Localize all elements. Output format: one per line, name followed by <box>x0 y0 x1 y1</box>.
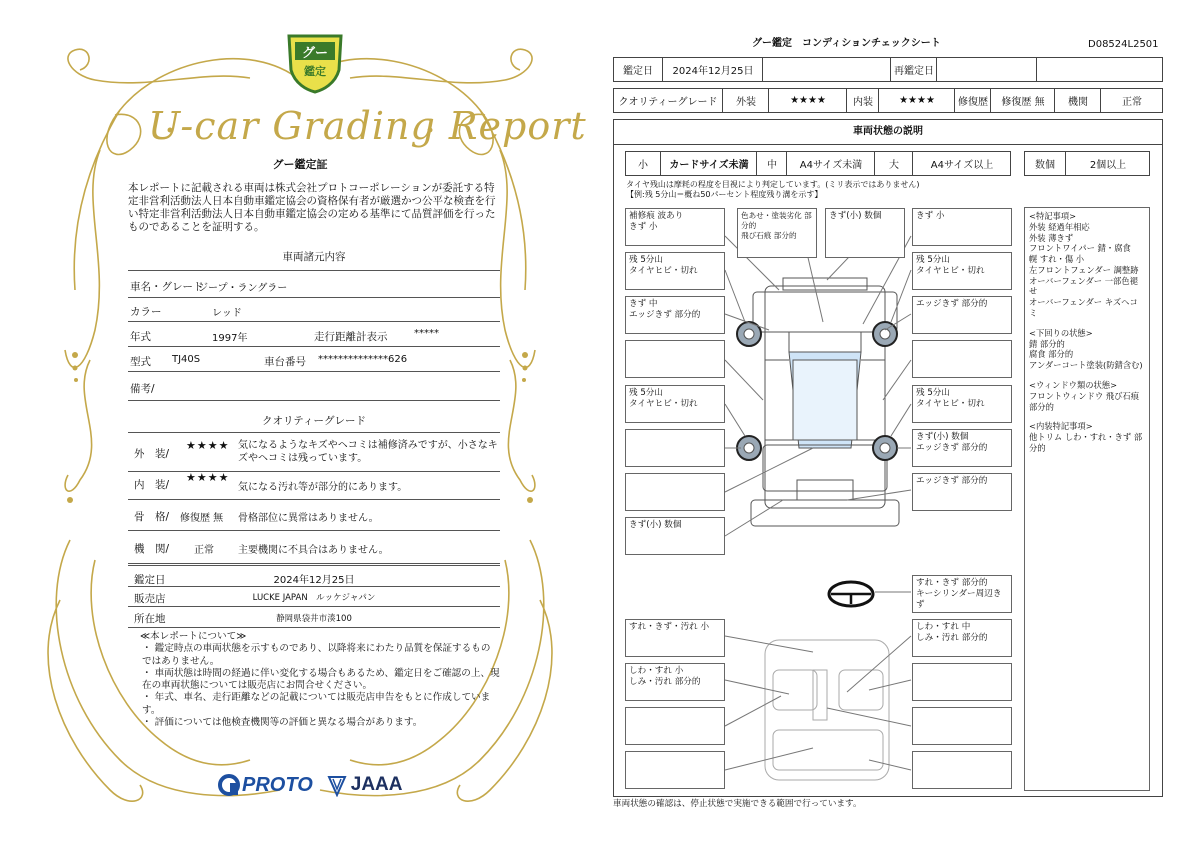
count-label: 数個 <box>1035 160 1055 171</box>
engine-label: 機関 <box>1054 89 1101 112</box>
condition-box: きず(小) 数個 エッジきず 部分的 <box>912 429 1012 467</box>
quality-title: クオリティーグレード <box>262 415 366 427</box>
condition-box-empty <box>912 663 1012 701</box>
interior-stars: ★★★★ <box>186 471 230 484</box>
dealer-label: 販売店 <box>134 593 166 605</box>
model-label: 型式 <box>130 356 151 368</box>
condition-box-empty <box>625 429 725 467</box>
reinspect-label: 再鑑定日 <box>890 58 937 81</box>
condition-box-empty <box>625 751 725 789</box>
proto-logo-icon <box>218 773 240 797</box>
dealer-row <box>128 586 500 607</box>
condition-box: きず(小) 数個 <box>825 208 905 258</box>
car-name-label: 車名・グレード <box>130 281 204 293</box>
tire-note <box>626 180 919 201</box>
document-id: D08524L2501 <box>1088 39 1159 50</box>
car-name-row <box>128 270 500 298</box>
condition-box: きず 中 エッジきず 部分的 <box>625 296 725 334</box>
model-value: TJ40S <box>172 354 201 365</box>
inspection-date-row <box>128 565 500 587</box>
size-legend <box>625 151 1011 176</box>
size-mid-desc: A4サイズ未満 <box>786 152 875 175</box>
condition-box: 残 5分山 タイヤヒビ・切れ <box>625 385 725 423</box>
car-name-value: ジープ・ラングラー <box>198 283 288 294</box>
notes-section: <下回りの状態> 錆 部分的 腐食 部分的 アンダーコート塗装(防錆含む) <box>1029 327 1143 371</box>
address-value: 静岡県袋井市湊100 <box>276 614 352 624</box>
date-empty-cell <box>762 58 891 81</box>
condition-box-empty <box>912 340 1012 378</box>
explain-title: 車両状態の説明 <box>853 126 923 137</box>
exterior-stars: ★★★★ <box>186 439 230 452</box>
year-row <box>128 322 500 347</box>
about-item: ・ 年式、車名、走行距離などの記載については販売店申告をもとに作成しています。 <box>142 692 491 716</box>
special-notes-panel <box>1024 207 1150 791</box>
tire-note-line: 【例:残 5分山＝概ね50パーセント程度残り溝を示す】 <box>626 190 823 200</box>
about-title: ≪本レポートについて≫ <box>140 631 247 642</box>
remarks-row <box>128 372 500 401</box>
ext-label: 外装 <box>722 89 769 112</box>
about-item: ・ 鑑定時点の車両状態を示すものであり、以降将来にわたり品質を保証するものではありません。 <box>142 643 491 667</box>
frame-row <box>128 500 500 531</box>
interior-label: 内 装/ <box>134 479 170 491</box>
tire-note-line: タイヤ残山は摩耗の程度を目視により判定しています。(ミリ表示ではありません) <box>626 180 920 189</box>
count-desc: 2個以上 <box>1065 152 1150 175</box>
date-table <box>613 57 1163 82</box>
engine-text: 主要機関に不具合はありません。 <box>238 545 389 556</box>
repair-label: 修復歴 <box>954 89 991 112</box>
size-large: 大 <box>874 152 913 175</box>
about-item: ・ 評価については他検査機関等の評価と異なる場合があります。 <box>142 716 423 728</box>
notes-section: <ウィンドウ類の状態> フロントウィンドウ 飛び石痕 部分的 <box>1029 379 1139 412</box>
dealer-value: LUCKE JAPAN ルッケジャパン <box>252 593 376 603</box>
engine-value: 正常 <box>1100 89 1163 112</box>
chassis-value: **************626 <box>318 354 408 365</box>
frame-text: 骨格部位に異常はありません。 <box>238 513 379 524</box>
size-small: 小 <box>638 160 648 171</box>
year-value: 1997年 <box>212 333 248 344</box>
frame-label: 骨 格/ <box>134 511 170 523</box>
condition-box-empty <box>625 473 725 511</box>
date-value: 2024年12月25日 <box>662 58 763 81</box>
size-large-desc: A4サイズ以上 <box>912 152 1011 175</box>
condition-box: しわ・すれ 中 しみ・汚れ 部分的 <box>912 619 1012 657</box>
inspection-date-value: 2024年12月25日 <box>273 575 355 586</box>
size-mid: 中 <box>756 152 787 175</box>
certificate-heading: グー鑑定証 <box>272 158 328 171</box>
interior-row <box>128 471 500 500</box>
condition-box: すれ・きず・汚れ 小 <box>625 619 725 657</box>
condition-box: 残 5分山 タイヤヒビ・切れ <box>625 252 725 290</box>
interior-text: 気になる汚れ等が部分的にあります。 <box>238 482 408 493</box>
about-report <box>140 631 500 729</box>
repair-value: 修復歴 無 <box>990 89 1055 112</box>
specs-title: 車両諸元内容 <box>282 251 346 263</box>
frame-value: 修復歴 無 <box>180 513 224 524</box>
badge-bottom-text: 鑑定 <box>304 65 326 78</box>
count-legend <box>1024 151 1150 176</box>
about-item: ・ 車両状態は時間の経過に伴い変化する場合もあるため、鑑定日をご確認の上、現在の車両状態については販売店にお問合せください。 <box>142 667 500 692</box>
address-label: 所在地 <box>134 613 166 625</box>
condition-box: エッジきず 部分的 <box>912 296 1012 334</box>
condition-box: 残 5分山 タイヤヒビ・切れ <box>912 385 1012 423</box>
grade-table <box>613 88 1163 113</box>
condition-box: エッジきず 部分的 <box>912 473 1012 511</box>
condition-box-empty <box>912 751 1012 789</box>
jaaa-logo-icon <box>327 773 347 797</box>
condition-box: きず(小) 数個 <box>625 517 725 555</box>
condition-box: 色あせ・塗装劣化 部分的 飛び石痕 部分的 <box>737 208 817 258</box>
condition-box-empty <box>625 340 725 378</box>
engine-row <box>128 531 500 564</box>
color-value: レッド <box>212 308 242 319</box>
certificate-text: 本レポートに記載される車両は株式会社プロトコーポレーションが委託する特定非営利活動法人日本自動車鑑定協会の資格保有者が厳選かつ公平な検査を行い特定非営利活動法人日本自動車鑑定協会の定める基準にて品質評価を行ったものであることを証明する。 <box>128 182 496 234</box>
goo-kantei-badge <box>285 30 345 94</box>
chassis-label: 車台番号 <box>264 356 306 368</box>
mileage-value: ***** <box>414 328 439 339</box>
notes-section: <特記事項> 外装 経過年相応 外装 薄きず フロントワイパー 錆・腐食 幌 すれ・傷 小 左フロントフェンダー 調整跡 オーバーフェンダー 一部色褪せ オーバーフェンダー キズヘコミ <box>1029 211 1139 319</box>
year-label: 年式 <box>130 331 151 343</box>
condition-box: 残 5分山 タイヤヒビ・切れ <box>912 252 1012 290</box>
jaaa-logo-text: JAAA <box>350 774 403 795</box>
engine-value: 正常 <box>194 545 214 556</box>
engine-label: 機 関/ <box>134 543 170 555</box>
color-label: カラー <box>130 306 162 318</box>
int-stars: ★★★★ <box>878 89 955 112</box>
condition-box-empty <box>625 707 725 745</box>
report-script-title: U-car Grading Report <box>148 104 587 148</box>
model-row <box>128 347 500 372</box>
logos <box>218 770 403 800</box>
condition-box-empty <box>912 707 1012 745</box>
reinspect-empty-cell <box>1036 58 1163 81</box>
badge-top-text: グー <box>301 46 328 61</box>
condition-box: きず 小 <box>912 208 1012 246</box>
divider <box>613 144 1163 145</box>
mileage-label: 走行距離計表示 <box>314 331 388 343</box>
inspection-date-label: 鑑定日 <box>134 574 166 586</box>
footer-note: 車両状態の確認は、停止状態で実施できる範囲で行っています。 <box>613 799 862 809</box>
date-label: 鑑定日 <box>623 66 653 77</box>
grade-label: クオリティーグレード <box>618 97 718 108</box>
reinspect-value <box>936 58 1037 81</box>
remarks-label: 備考/ <box>130 383 155 395</box>
int-label: 内装 <box>846 89 879 112</box>
condition-box: しわ・すれ 小 しみ・汚れ 部分的 <box>625 663 725 701</box>
exterior-text: 気になるようなキズやヘコミは補修済みですが、小さなキズやヘコミは残っています。 <box>238 440 498 464</box>
color-row <box>128 297 500 322</box>
size-small-desc: カードサイズ未満 <box>660 152 757 175</box>
condition-box: 補修痕 波あり きず 小 <box>625 208 725 246</box>
condition-box: すれ・きず 部分的 キーシリンダー周辺きず <box>912 575 1012 613</box>
sheet-title: グー鑑定 コンディションチェックシート <box>752 38 941 49</box>
notes-section: <内装特記事項> 他トリム しわ・すれ・きず 部分的 <box>1029 421 1143 453</box>
proto-logo-text: PROTO <box>242 773 313 796</box>
ext-stars: ★★★★ <box>768 89 847 112</box>
address-row <box>128 607 500 628</box>
exterior-row <box>128 432 500 472</box>
exterior-label: 外 装/ <box>134 448 170 460</box>
